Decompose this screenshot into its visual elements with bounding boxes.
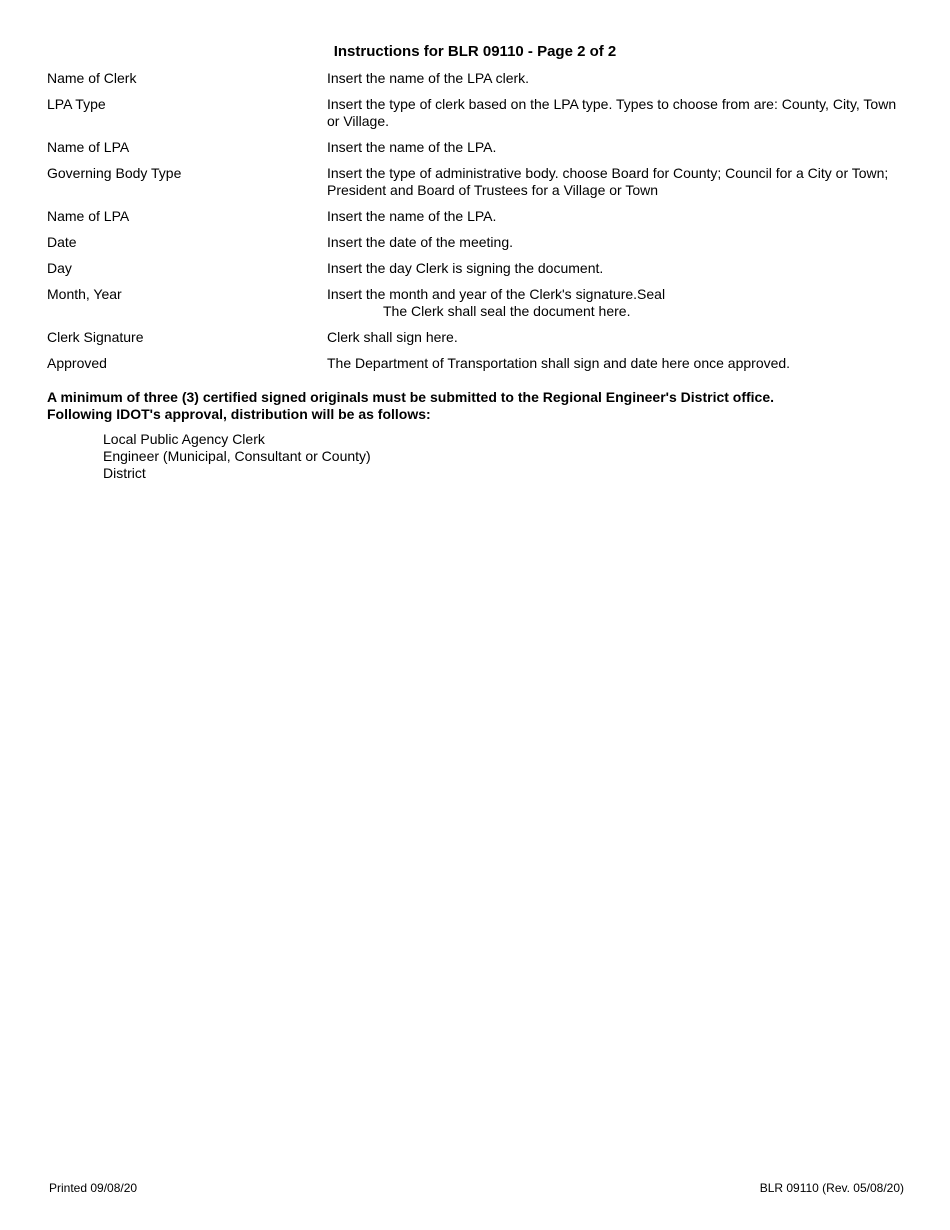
printed-date: Printed 09/08/20 [49,1181,138,1195]
field-instruction: Insert the type of administrative body. choose Board for County; Council for a City or Town; President and Board of Trustees for a Village or Town [327,165,889,198]
field-label: Approved [47,355,107,371]
field-instruction: The Department of Transportation shall sign and date here once approved. [327,355,791,371]
field-label: Name of Clerk [47,70,137,86]
list-item: Engineer (Municipal, Consultant or County) [103,447,371,464]
field-instruction: Insert the type of clerk based on the LPA type. Types to choose from are: County, City, Town or Village. [327,96,897,129]
seal-instruction: The Clerk shall seal the document here. [383,303,631,319]
field-label: Name of LPA [47,139,130,155]
instruction-table [47,70,907,381]
field-label: Date [47,234,77,250]
field-instruction-group [327,286,907,320]
notice-line: A minimum of three (3) certified signed originals must be submitted to the Regional Engineer's District office. [47,389,775,405]
field-label: Name of LPA [47,208,130,224]
field-instruction: Clerk shall sign here. [327,329,458,345]
field-instruction: Insert the day Clerk is signing the document. [327,260,604,276]
field-label: Day [47,260,72,276]
instruction-row [47,139,907,156]
field-label: Clerk Signature [47,329,144,345]
instruction-row [47,260,907,277]
instruction-row [47,355,907,372]
instruction-row [47,234,907,251]
instruction-row [47,286,907,320]
submission-notice [47,389,907,422]
instruction-row [47,165,907,199]
instruction-row [47,329,907,346]
field-label: Month, Year [47,286,122,302]
field-instruction: Insert the date of the meeting. [327,234,514,250]
instruction-row [47,208,907,225]
field-label: Governing Body Type [47,165,182,181]
field-label: LPA Type [47,96,106,112]
field-instruction: Insert the name of the LPA clerk. [327,70,530,86]
page-title: Instructions for BLR 09110 - Page 2 of 2 [333,43,617,60]
field-instruction: Insert the name of the LPA. [327,139,497,155]
instruction-row [47,70,907,87]
list-item: District [103,464,146,481]
notice-line: Following IDOT's approval, distribution will be as follows: [47,405,431,422]
distribution-list [103,431,371,481]
field-instruction: Insert the month and year of the Clerk's signature.Seal [327,286,666,302]
form-revision: BLR 09110 (Rev. 05/08/20) [759,1181,904,1195]
instruction-row [47,96,907,130]
list-item: Local Public Agency Clerk [103,431,265,447]
field-instruction: Insert the name of the LPA. [327,208,497,224]
